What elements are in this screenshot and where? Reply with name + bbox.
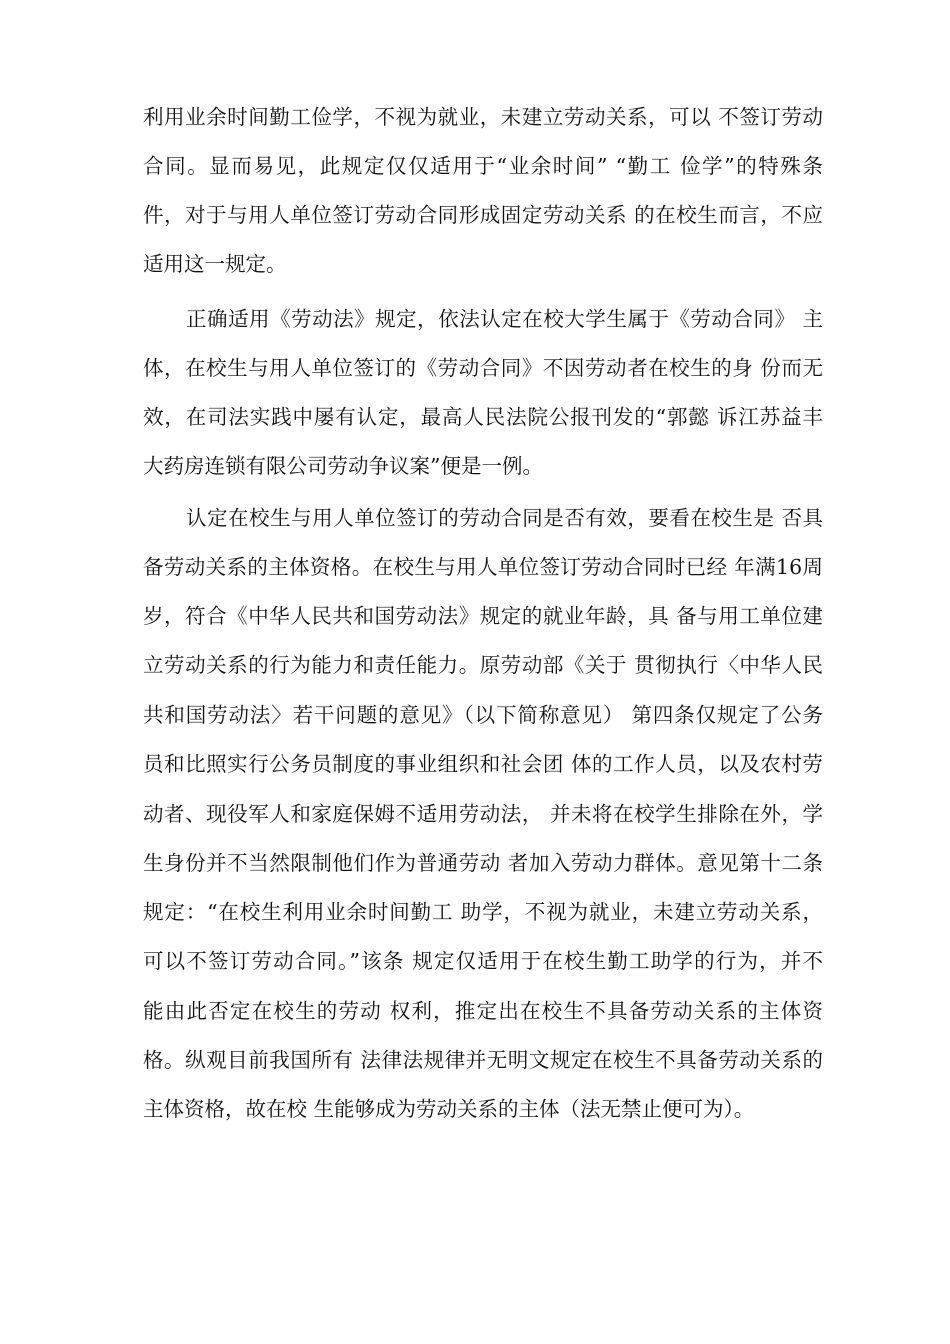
text-line: 合同。显而易见，此规定仅仅适用于“业余时间” “勤工 俭学”的特殊条 xyxy=(143,154,823,178)
text-line: 件，对于与用人单位签订劳动合同形成固定劳动关系 的在校生而言，不应 xyxy=(143,203,823,227)
text-line: 效，在司法实践中屡有认定，最高人民法院公报刊发的“郭懿 诉江苏益丰 xyxy=(143,405,823,429)
text-line: 适用这一规定。 xyxy=(143,252,287,276)
text-line: 生身份并不当然限制他们作为普通劳动 者加入劳动力群体。意见第十二条 xyxy=(143,851,823,875)
text-line: 格。纵观目前我国所有 法律法规律并无明文规定在校生不具备劳动关系的 xyxy=(143,1048,823,1072)
text-line: 能由此否定在校生的劳动 权利，推定出在校生不具备劳动关系的主体资 xyxy=(143,999,823,1023)
text-line: 岁，符合《中华人民共和国劳动法》规定的就业年龄，具 备与用工单位建 xyxy=(143,604,823,628)
text-line: 立劳动关系的行为能力和责任能力。原劳动部《关于 贯彻执行〈中华人民 xyxy=(143,653,823,677)
text-line: 正确适用《劳动法》规定，依法认定在校大学生属于《劳动合同》 主 xyxy=(186,307,823,331)
text-line: 认定在校生与用人单位签订的劳动合同是否有效，要看在校生是 否具 xyxy=(186,506,823,530)
text-line: 共和国劳动法〉若干问题的意见》（以下简称意见） 第四条仅规定了公务 xyxy=(143,703,823,727)
text-line: 主体资格，故在校 生能够成为劳动关系的主体（法无禁止便可为）。 xyxy=(143,1097,755,1121)
text-line: 备劳动关系的主体资格。在校生与用人单位签订劳动合同时已经 年满16周 xyxy=(143,555,823,579)
text-line: 可以不签订劳动合同。”该条 规定仅适用于在校生勤工助学的行为，并不 xyxy=(143,949,823,973)
text-line: 员和比照实行公务员制度的事业组织和社会团 体的工作人员，以及农村劳 xyxy=(143,752,823,776)
text-line: 大药房连锁有限公司劳动争议案”便是一例。 xyxy=(143,454,543,478)
text-line: 规定：“在校生利用业余时间勤工 助学，不视为就业，未建立劳动关系， xyxy=(143,900,823,924)
text-line: 体，在校生与用人单位签订的《劳动合同》不因劳动者在校生的身 份而无 xyxy=(143,356,823,380)
text-line: 动者、现役军人和家庭保姆不适用劳动法， 并未将在校学生排除在外，学 xyxy=(143,802,823,826)
text-line: 利用业余时间勤工俭学，不视为就业，未建立劳动关系，可以 不签订劳动 xyxy=(143,105,823,129)
